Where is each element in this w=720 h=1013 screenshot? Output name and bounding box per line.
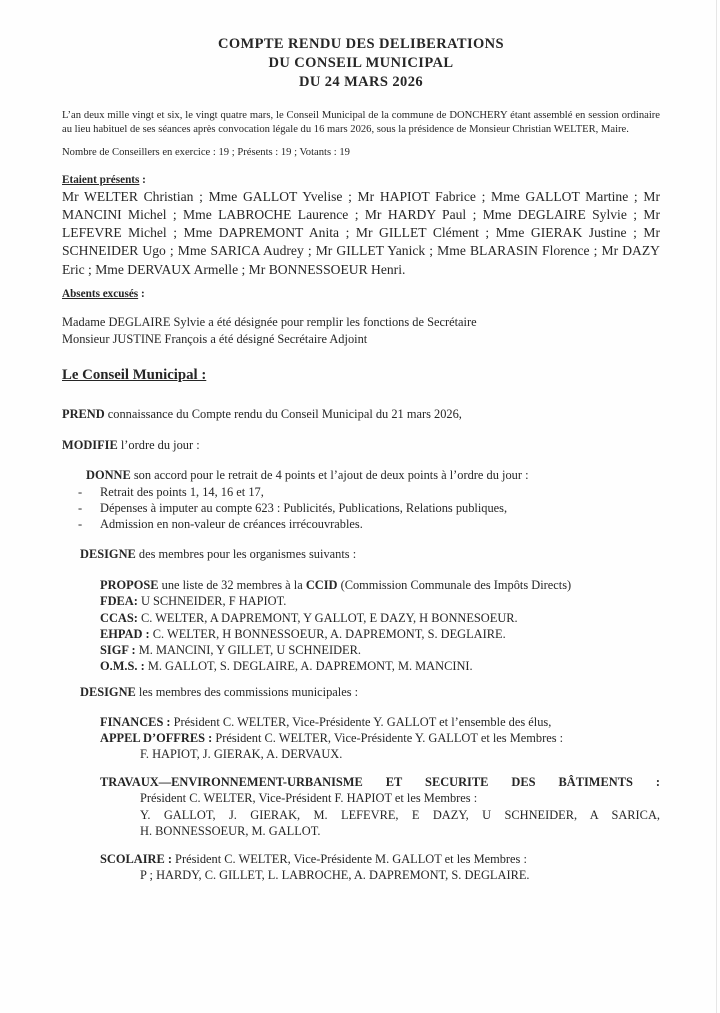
commission-members: Président C. WELTER, Vice-Présidente Y. GALLOT et l’ensemble des élus, bbox=[170, 714, 552, 729]
organism-row bbox=[100, 593, 660, 609]
scan-edge-line bbox=[716, 0, 717, 1013]
document-title bbox=[62, 35, 660, 92]
donne-text: son accord pour le retrait de 4 points et l’ajout de deux points à l’ordre du jour : bbox=[130, 468, 529, 483]
scolaire-members: P ; HARDY, C. GILLET, L. LABROCHE, A. DAPREMONT, S. DEGLAIRE. bbox=[140, 868, 530, 883]
appel-offres-members: F. HAPIOT, J. GIERAK, A. DERVAUX. bbox=[140, 746, 343, 761]
travaux-presidents-line: Président C. WELTER, Vice-Président F. HAPIOT et les Membres : bbox=[140, 791, 478, 806]
list-item bbox=[78, 485, 660, 501]
present-heading bbox=[62, 174, 660, 186]
commissions-list bbox=[100, 714, 660, 884]
bullet-dash: - bbox=[78, 516, 83, 531]
propose-line bbox=[100, 577, 660, 593]
secretary-designation bbox=[62, 314, 660, 347]
organism-members: U SCHNEIDER, F HAPIOT. bbox=[137, 594, 287, 609]
list-item-text: Admission en non-valeur de créances irrécouvrables. bbox=[100, 516, 363, 531]
commission-label: TRAVAUX—ENVIRONNEMENT-URBANISME ET SECURITE DES BÂTIMENTS : bbox=[100, 775, 660, 790]
organism-label: FDEA: bbox=[100, 594, 138, 609]
bullet-dash: - bbox=[78, 485, 83, 500]
resolution-designe-commissions bbox=[80, 685, 660, 701]
title-line-2: DU CONSEIL MUNICIPAL bbox=[268, 55, 454, 71]
resolution-modifie bbox=[62, 438, 660, 454]
organism-members: M. GALLOT, S. DEGLAIRE, A. DAPREMONT, M. MANCINI. bbox=[144, 658, 473, 673]
absent-heading-label: Absents excusés bbox=[62, 288, 139, 301]
travaux-members-line-2: H. BONNESSOEUR, M. GALLOT. bbox=[140, 823, 321, 838]
resolution-prend bbox=[62, 407, 660, 423]
commission-label: APPEL D’OFFRES : bbox=[100, 730, 213, 745]
donne-lead: DONNE bbox=[86, 468, 131, 483]
designe-text: les membres des commissions municipales : bbox=[135, 684, 359, 699]
modifie-text: l’ordre du jour : bbox=[117, 437, 200, 452]
present-heading-colon: : bbox=[139, 173, 146, 186]
list-item-text: Dépenses à imputer au compte 623 : Publicités, Publications, Relations publiques, bbox=[100, 500, 508, 515]
session-intro-paragraph: L’an deux mille vingt et six, le vingt quatre mars, le Conseil Municipal de la commune de DONCHERY étant assemblé en session ordinaire au lieu habituel de ses séances après convocation légale du 16 mars 2026, sous la présidence de Monsieur Christian WELTER, Maire. bbox=[62, 110, 660, 135]
commission-label: SCOLAIRE : bbox=[100, 851, 172, 866]
secretary-line-1: Madame DEGLAIRE Sylvie a été désignée pour remplir les fonctions de Secrétaire bbox=[62, 315, 477, 330]
commission-members: Président C. WELTER, Vice-Présidente M. GALLOT et les Membres : bbox=[171, 851, 527, 866]
list-item bbox=[78, 501, 660, 517]
travaux-members-line-1: Y. GALLOT, J. GIERAK, M. LEFEVRE, E DAZY, U SCHNEIDER, A SARICA, bbox=[140, 807, 660, 822]
organism-label: EHPAD : bbox=[100, 626, 150, 641]
absent-heading-colon: : bbox=[138, 288, 145, 301]
present-heading-label: Etaient présents bbox=[62, 173, 140, 186]
commission-scolaire-line bbox=[100, 851, 660, 867]
secretary-line-2: Monsieur JUSTINE François a été désigné Secrétaire Adjoint bbox=[62, 331, 368, 346]
resolution-designe-organismes bbox=[80, 547, 660, 563]
organisms-list bbox=[100, 577, 660, 674]
commission-label: FINANCES : bbox=[100, 714, 171, 729]
designe-lead: DESIGNE bbox=[80, 684, 136, 699]
modifie-lead: MODIFIE bbox=[62, 437, 118, 452]
title-line-3: DU 24 MARS 2026 bbox=[298, 74, 423, 90]
organism-members: M. MANCINI, Y GILLET, U SCHNEIDER. bbox=[135, 642, 361, 657]
commission-scolaire bbox=[100, 851, 660, 883]
councillors-count-line: Nombre de Conseillers en exercice : 19 ; Présents : 19 ; Votants : 19 bbox=[62, 146, 350, 158]
commission-travaux bbox=[100, 774, 660, 839]
organism-label: O.M.S. : bbox=[100, 658, 145, 673]
organism-row bbox=[100, 626, 660, 642]
organism-row bbox=[100, 658, 660, 674]
organism-members: C. WELTER, A DAPREMONT, Y GALLOT, E DAZY, H BONNESOEUR. bbox=[137, 610, 518, 625]
agenda-change-list bbox=[62, 485, 660, 533]
present-members-list: Mr WELTER Christian ; Mme GALLOT Yvelise ; Mr HAPIOT Fabrice ; Mme GALLOT Martine ; Mr MANCINI Michel ; Mme LABROCHE Laurence ; Mr HARDY Paul ; Mme DEGLAIRE Sylvie ; Mr LEFEVRE Michel ; Mme DAPREMONT Anita ; Mr GILLET Clément ; Mme GIERAK Justine ; Mr SCHNEIDER Ugo ; Mme SARICA Audrey ; Mr GILLET Yanick ; Mme BLARASIN Florence ; Mr DAZY Eric ; Mme DERVAUX Armelle ; Mr BONNESSOEUR Henri. bbox=[62, 188, 660, 277]
organism-row bbox=[100, 610, 660, 626]
absent-heading bbox=[62, 288, 660, 300]
organism-label: SIGF : bbox=[100, 642, 136, 657]
title-line-1: COMPTE RENDU DES DELIBERATIONS bbox=[217, 36, 505, 52]
propose-text-2: (Commission Communale des Impôts Directs) bbox=[337, 578, 572, 593]
designe-text: des membres pour les organismes suivants : bbox=[135, 546, 357, 561]
organism-label: CCAS: bbox=[100, 610, 138, 625]
bullet-dash: - bbox=[78, 500, 83, 515]
commission-members: Président C. WELTER, Vice-Présidente Y. GALLOT et les Membres : bbox=[212, 730, 564, 745]
propose-text-1: une liste de 32 membres à la bbox=[158, 578, 306, 593]
designe-lead: DESIGNE bbox=[80, 546, 136, 561]
prend-lead: PREND bbox=[62, 407, 105, 422]
prend-text: connaissance du Compte rendu du Conseil Municipal du 21 mars 2026, bbox=[104, 407, 462, 422]
council-heading: Le Conseil Municipal : bbox=[62, 367, 207, 384]
propose-lead: PROPOSE bbox=[100, 578, 159, 593]
organism-row bbox=[100, 642, 660, 658]
commission-appel-offres bbox=[100, 730, 660, 746]
resolution-donne bbox=[86, 468, 660, 484]
commission-finances bbox=[100, 714, 660, 730]
ccid-acronym: CCID bbox=[305, 578, 338, 593]
list-item-text: Retrait des points 1, 14, 16 et 17, bbox=[100, 485, 264, 500]
organism-members: C. WELTER, H BONNESSOEUR, A. DAPREMONT, S. DEGLAIRE. bbox=[149, 626, 506, 641]
list-item bbox=[78, 517, 660, 533]
